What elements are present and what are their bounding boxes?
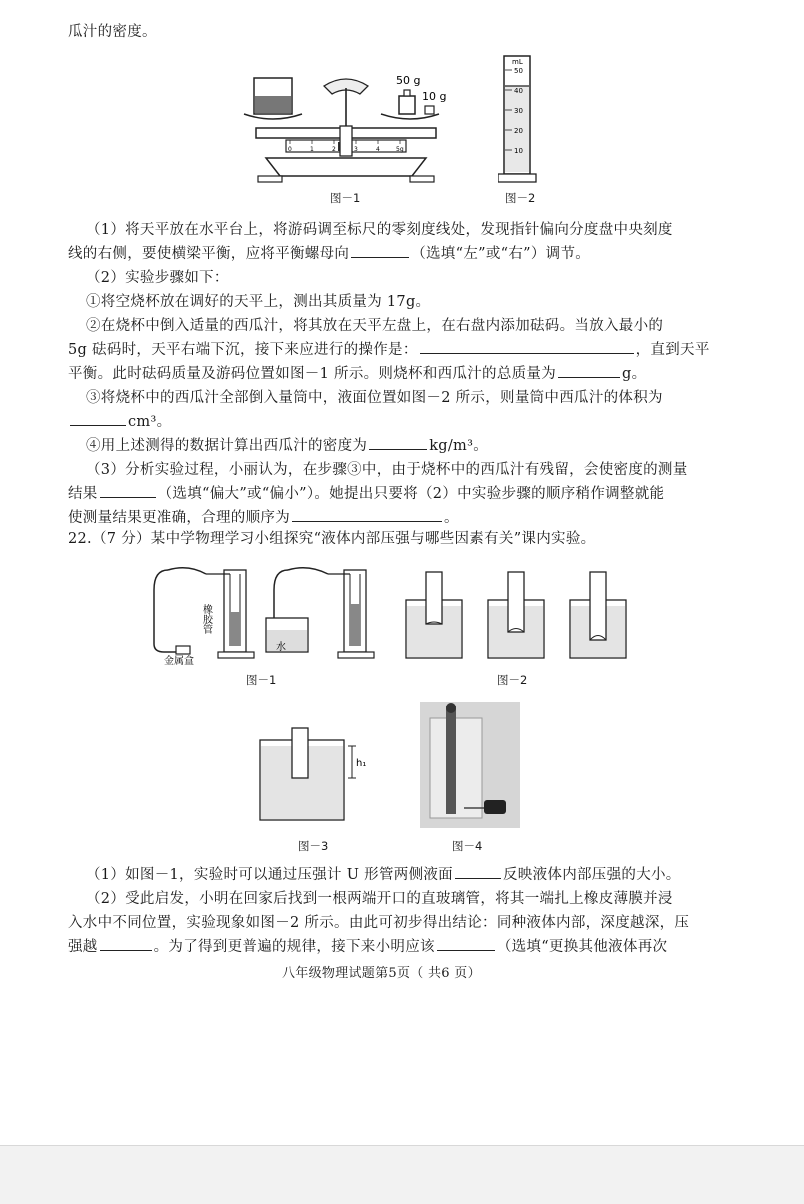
q22-fig3-caption: 图－3 bbox=[298, 839, 329, 853]
q21-step2-line1: ②在烧杯中倒入适量的西瓜汁，将其放在天平左盘上，在右盘内添加砝码。当放入最小的 bbox=[86, 318, 664, 334]
svg-text:2: 2 bbox=[332, 146, 336, 153]
q21-step3-line2: cm³。 bbox=[68, 411, 171, 433]
svg-text:30: 30 bbox=[514, 107, 523, 115]
svg-text:4: 4 bbox=[376, 146, 380, 153]
page-footer: 八年级物理试题第5页（ 共6 页） bbox=[282, 966, 481, 981]
svg-text:h₁: h₁ bbox=[356, 758, 367, 769]
q22-fig4-caption: 图－4 bbox=[452, 839, 483, 853]
answer-blank[interactable] bbox=[369, 435, 427, 450]
q22-p1: （1）如图－1，实验时可以通过压强计 U 形管两侧液面 反映液体内部压强的大小。 bbox=[86, 864, 681, 886]
viewer-bottom-bar bbox=[0, 1145, 804, 1204]
q22-fig1-caption: 图－1 bbox=[246, 673, 277, 687]
q21-p3-line1: （3）分析实验过程，小丽认为，在步骤③中，由于烧杯中的西瓜汁有残留，会使密度的测量 bbox=[86, 462, 688, 478]
svg-text:mL: mL bbox=[512, 58, 523, 66]
svg-text:50: 50 bbox=[514, 67, 523, 75]
q22-p2-line1: （2）受此启发，小明在回家后找到一根两端开口的直玻璃管，将其一端扎上橡皮薄膜并浸 bbox=[86, 891, 673, 907]
svg-text:10 g: 10 g bbox=[422, 90, 447, 103]
q22-fig2-caption: 图－2 bbox=[497, 673, 528, 687]
q22-p2-line3: 强越 。为了得到更普遍的规律，接下来小明应该 （选填“更换其他液体再次 bbox=[68, 936, 667, 958]
q21-step2-line2: 5g 砝码时，天平右端下沉，接下来应进行的操作是： ，直到天平 bbox=[68, 339, 710, 361]
answer-blank[interactable] bbox=[100, 936, 152, 951]
svg-text:橡胶管: 橡胶管 bbox=[200, 604, 212, 634]
graduated-cylinder-figure bbox=[498, 52, 538, 186]
intro-line: 瓜汁的密度。 bbox=[68, 24, 157, 40]
tubes-in-water-figure bbox=[404, 570, 644, 662]
q22-p2-line2: 入水中不同位置，实验现象如图－2 所示。由此可初步得出结论：同种液体内部，深度越深，压 bbox=[68, 915, 690, 931]
svg-text:40: 40 bbox=[514, 87, 523, 95]
pressure-gauge-figure bbox=[148, 560, 378, 670]
q21-p1-line1: （1）将天平放在水平台上，将游码调至标尺的零刻度线处，发现指针偏向分度盘中央刻度 bbox=[86, 222, 673, 238]
answer-blank[interactable] bbox=[292, 507, 442, 522]
answer-blank[interactable] bbox=[558, 363, 620, 378]
q21-step4: ④用上述测得的数据计算出西瓜汁的密度为 kg/m³。 bbox=[86, 435, 488, 457]
q22-header: 22.（7 分）某中学物理学习小组探究“液体内部压强与哪些因素有关”课内实验。 bbox=[68, 531, 596, 547]
q21-p1-line2: 线的右侧，要使横梁平衡，应将平衡螺母向 （选填“左”或“右”）调节。 bbox=[68, 243, 590, 265]
balance-figure bbox=[236, 66, 456, 186]
svg-text:20: 20 bbox=[514, 127, 523, 135]
answer-blank[interactable] bbox=[455, 864, 501, 879]
answer-blank[interactable] bbox=[437, 936, 495, 951]
svg-text:0: 0 bbox=[288, 146, 292, 153]
photo-figure bbox=[420, 702, 520, 828]
tube-depth-figure bbox=[258, 726, 374, 824]
svg-text:1: 1 bbox=[310, 146, 314, 153]
q21-step2-line3: 平衡。此时砝码质量及游码位置如图－1 所示。则烧杯和西瓜汁的总质量为 g。 bbox=[68, 363, 646, 385]
q21-p3-line2: 结果 （选填“偏大”或“偏小”）。她提出只要将（2）中实验步骤的顺序稍作调整就能 bbox=[68, 483, 664, 505]
answer-blank[interactable] bbox=[100, 483, 156, 498]
answer-blank[interactable] bbox=[70, 411, 126, 426]
q21-step1: ①将空烧杯放在调好的天平上，测出其质量为 17g。 bbox=[86, 294, 431, 310]
fig1-caption: 图－1 bbox=[330, 191, 361, 205]
svg-text:50 g: 50 g bbox=[396, 74, 421, 87]
svg-text:10: 10 bbox=[514, 147, 523, 155]
svg-text:3: 3 bbox=[354, 146, 358, 153]
svg-text:水: 水 bbox=[276, 642, 286, 653]
q21-p3-line3: 使测量结果更准确，合理的顺序为 。 bbox=[68, 507, 459, 529]
q21-p2: （2）实验步骤如下： bbox=[86, 270, 229, 286]
q21-step3-line1: ③将烧杯中的西瓜汁全部倒入量筒中，液面位置如图－2 所示，则量筒中西瓜汁的体积为 bbox=[86, 390, 663, 406]
answer-blank[interactable] bbox=[351, 243, 409, 258]
answer-blank[interactable] bbox=[420, 339, 634, 354]
svg-text:5g: 5g bbox=[396, 146, 404, 153]
svg-text:金属盒: 金属盒 bbox=[164, 656, 194, 667]
fig2-caption: 图－2 bbox=[505, 191, 536, 205]
